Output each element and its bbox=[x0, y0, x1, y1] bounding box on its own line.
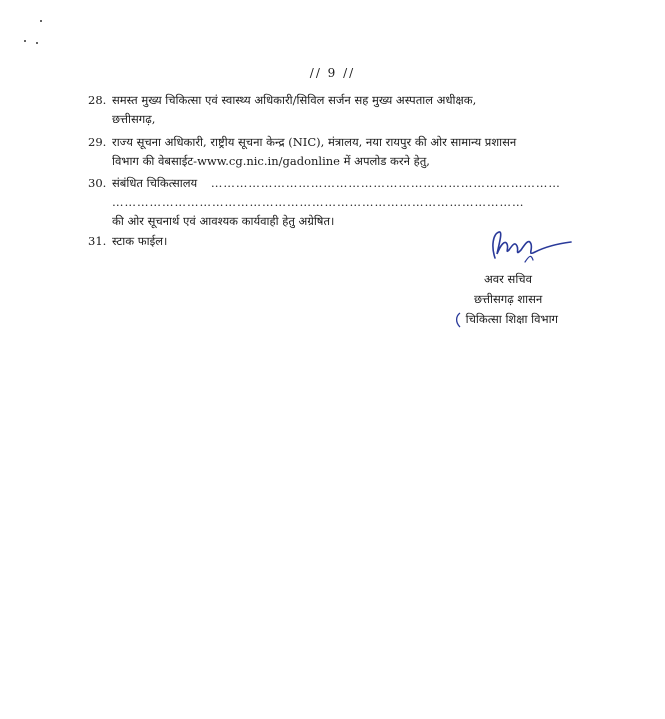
item-number: 28. bbox=[88, 93, 107, 107]
item-number: 30. bbox=[88, 176, 107, 190]
item-text-line: विभाग की वेबसाईट-www.cg.nic.in/gadonline में अपलोड करने हेतु, bbox=[112, 154, 430, 168]
signatory-department bbox=[454, 312, 558, 328]
item-text-line: समस्त मुख्य चिकित्सा एवं स्वास्थ्य अधिकारी/सिविल सर्जन सह मुख्य अस्पताल अधीक्षक, bbox=[112, 93, 477, 107]
item-number: 29. bbox=[88, 135, 107, 149]
signatory-designation: अवर सचिव bbox=[484, 272, 532, 286]
item-text-line: स्टाक फाईल। bbox=[112, 234, 168, 248]
bracket-mark bbox=[454, 312, 462, 328]
page-number: // 9 // bbox=[309, 66, 356, 80]
list-item-28 bbox=[88, 91, 598, 129]
list-item-30 bbox=[88, 174, 598, 231]
dotted-fill-line: ……………………………………………………………………………………… bbox=[112, 195, 525, 209]
scan-speck bbox=[36, 42, 38, 44]
scan-speck bbox=[40, 20, 42, 22]
item-number: 31. bbox=[88, 234, 107, 248]
handwritten-signature bbox=[485, 226, 575, 266]
list-item-29 bbox=[88, 133, 598, 171]
dotted-fill-line: ………………………………………………………………………… bbox=[210, 176, 561, 190]
item-text-line: छत्तीसगढ़, bbox=[112, 112, 156, 126]
scan-speck bbox=[24, 40, 26, 42]
item-label: संबंधित चिकित्सालय bbox=[112, 176, 198, 190]
item-text-line: राज्य सूचना अधिकारी, राष्ट्रीय सूचना केन्द्र (NIC), मंत्रालय, नया रायपुर की ओर सामान्य प्रशासन bbox=[112, 135, 517, 149]
item-text-line: की ओर सूचनार्थ एवं आवश्यक कार्यवाही हेतु अग्रेषित। bbox=[112, 214, 335, 228]
department-text: चिकित्सा शिक्षा विभाग bbox=[465, 312, 559, 326]
signatory-government: छत्तीसगढ़ शासन bbox=[474, 292, 543, 306]
